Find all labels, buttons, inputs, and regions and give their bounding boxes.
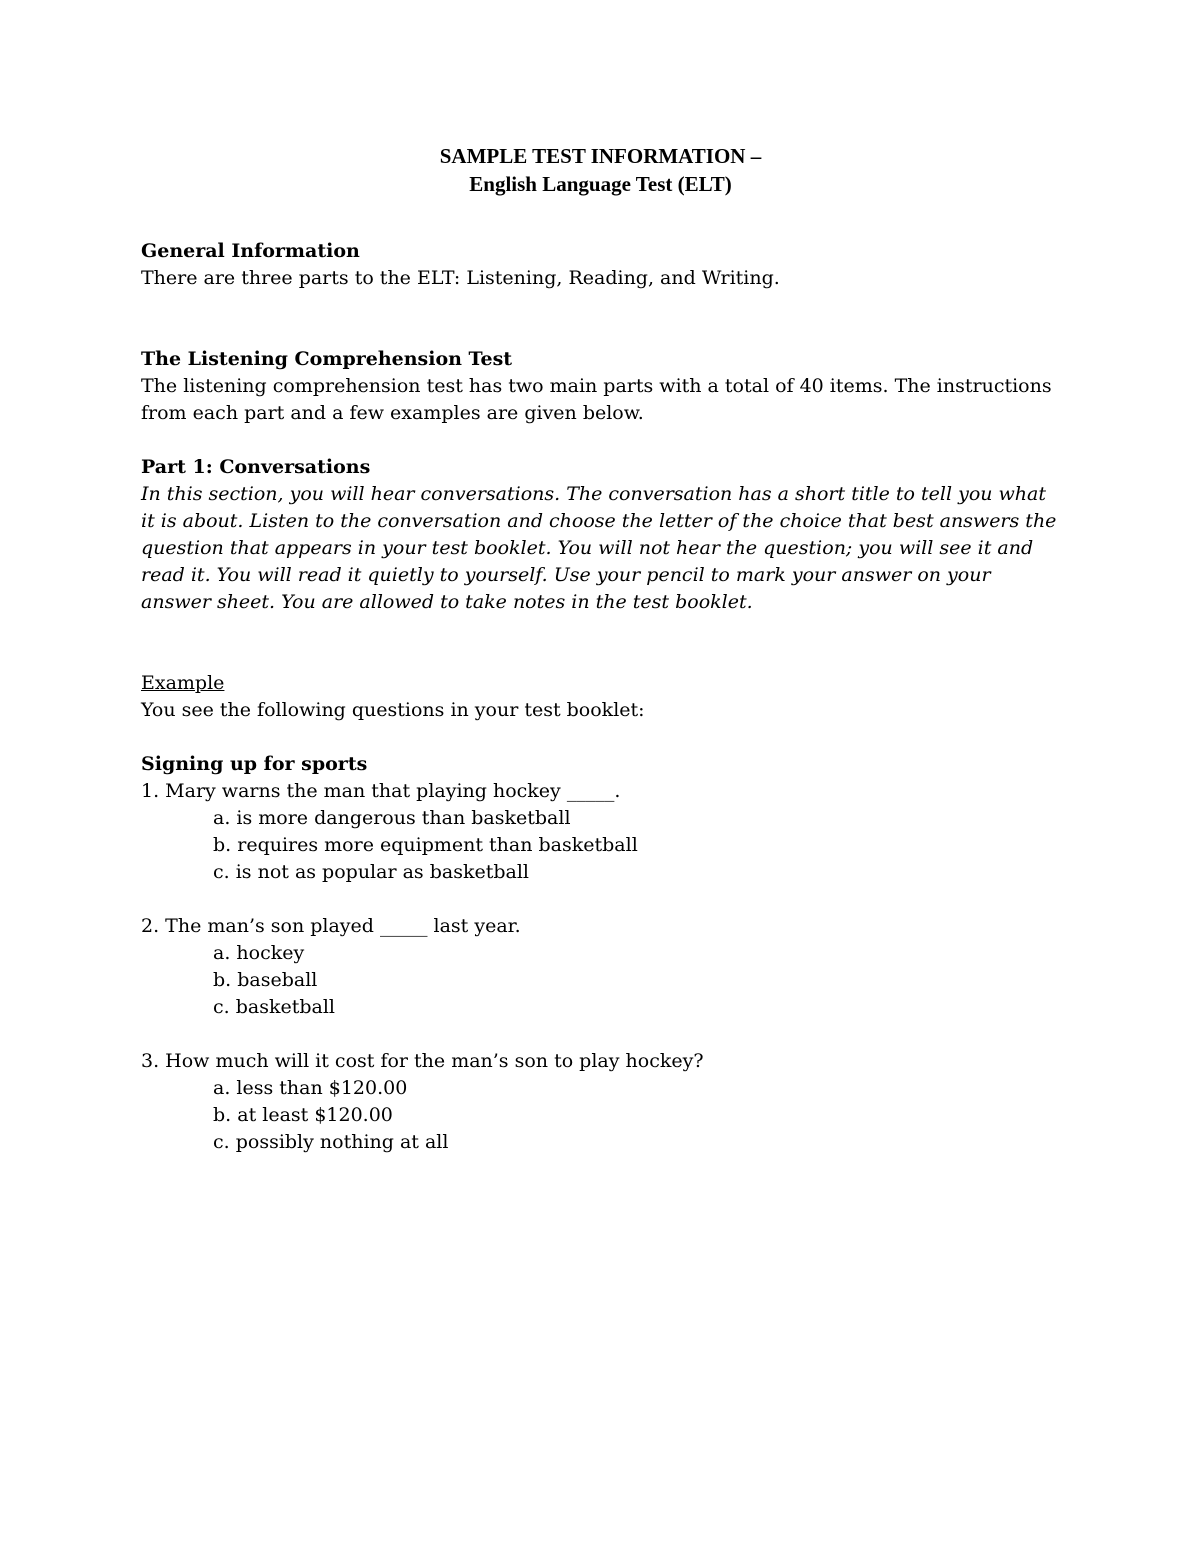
option-item: b. at least $120.00: [213, 1104, 393, 1126]
title-line-1: SAMPLE TEST INFORMATION –: [439, 144, 762, 168]
option-item: c. possibly nothing at all: [213, 1131, 449, 1153]
general-text: There are three parts to the ELT: Listening, Reading, and Writing.: [141, 267, 780, 289]
option-list: [141, 805, 1060, 886]
question-text: 2. The man’s son played _____ last year.: [141, 915, 521, 937]
title-line-2: English Language Test (ELT): [469, 172, 732, 196]
example-label: Example: [141, 672, 225, 694]
document-title: [141, 142, 1060, 198]
option-list: [141, 940, 1060, 1021]
question-1: [141, 778, 1060, 886]
part1-instructions: In this section, you will hear conversations. The conversation has a short title to tell you what it is about. Listen to the conversation and choose the letter of the choice that best answers the question that appears in your test booklet. You will not hear the question; you will see it and read it. You will read it quietly to yourself. Use your pencil to mark your answer on your answer sheet. You are allowed to take notes in the test booklet.: [141, 483, 1057, 613]
example-topic: Signing up for sports: [141, 753, 368, 775]
question-text: 1. Mary warns the man that playing hockey _____.: [141, 780, 621, 802]
listening-heading: The Listening Comprehension Test: [141, 348, 513, 370]
option-list: [141, 1075, 1060, 1156]
option-item: c. basketball: [213, 996, 335, 1018]
general-heading: General Information: [141, 240, 360, 262]
option-item: b. requires more equipment than basketball: [213, 834, 638, 856]
option-item: c. is not as popular as basketball: [213, 861, 529, 883]
listening-text: The listening comprehension test has two main parts with a total of 40 items. The instructions from each part and a few examples are given below.: [141, 375, 1052, 424]
question-3: [141, 1048, 1060, 1156]
option-item: a. less than $120.00: [213, 1077, 408, 1099]
option-item: a. is more dangerous than basketball: [213, 807, 571, 829]
option-item: a. hockey: [213, 942, 305, 964]
question-2: [141, 913, 1060, 1021]
part1-heading: Part 1: Conversations: [141, 456, 371, 478]
option-item: b. baseball: [213, 969, 318, 991]
question-text: 3. How much will it cost for the man’s son to play hockey?: [141, 1050, 704, 1072]
example-intro: You see the following questions in your test booklet:: [141, 699, 645, 721]
